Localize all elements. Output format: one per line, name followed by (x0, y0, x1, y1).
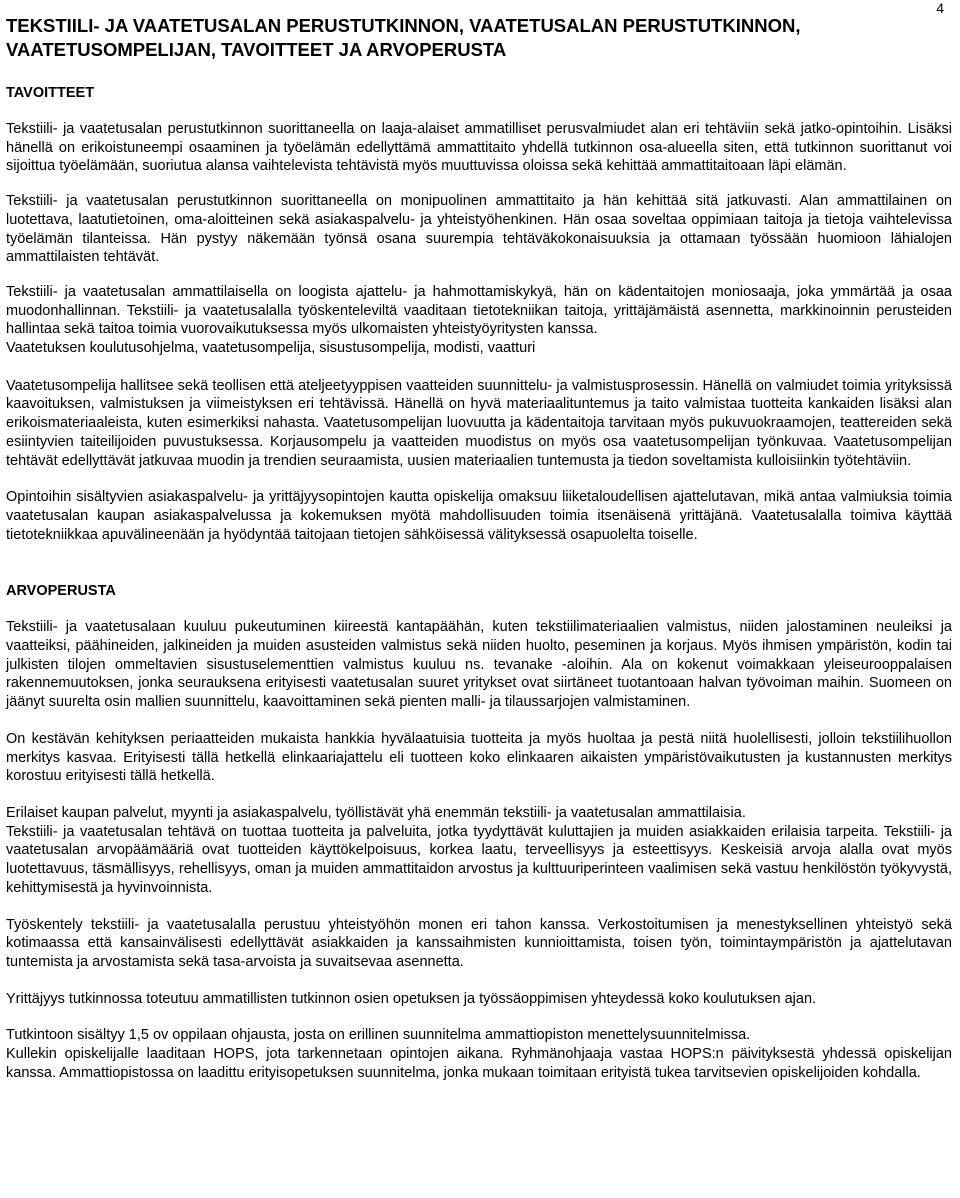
section-heading-arvoperusta: ARVOPERUSTA (6, 583, 116, 600)
paragraph: Tekstiili- ja vaatetusalaan kuuluu pukeutuminen kiireestä kantapäähän, kuten tekstiilimateriaalien valmistus, niiden jalostaminen neuleiksi ja vaatteiksi, päähineiden, jalkineiden ja muiden asusteiden valmistus sekä niiden huolto, peseminen ja korjaus. Myös ihmisen ympäristön, kodin tai julkisten tilojen ommeltavien sisustuselementtien valmistus kuuluu ns. tevanake -aloihin. Ala on kokenut voimakkaan yleiseurooppalaisen rakennemuutoksen, jonka seurauksena erityisesti vaatetusalan suuret yritykset ovat siirtäneet tuotantoaan halvan työvoiman maihin. Suomeen on jäänyt suurelta osin mallien suunnittelu, kaavoittaminen sekä pienten malli- ja tilaussarjojen valmistaminen. (6, 619, 952, 711)
paragraph: Vaatetusompelija hallitsee sekä teollisen että ateljeetyyppisen vaatteiden suunnittelu- ja valmistusprosessin. Hänellä on valmiudet toimia yrityksissä kaavoituksen, valmistuksen ja viimeistyksen eri tehtävissä. Hänellä on hyvä materiaalituntemus ja taito valmistaa tuotteita kankaiden lisäksi alan erikoismateriaaleista, kuten esimerkiksi nahasta. Vaatetusompelijan luovuutta ja kädentaitoja tarvitaan myös pukuvuokraamojen, teattereiden sekä esiintyvien taiteilijoiden puvustuksessa. Korjausompelu ja vaatteiden muodistus on myös osa vaatetusompelijan työnkuvaa. Vaatetusompelijan tehtävät edellyttävät jatkuvaa muodin ja trendien seuraamista, uusien materiaalien tuntemusta ja tiedon soveltamista kulloisiinkin työtehtäviin. (6, 377, 952, 469)
paragraph: Tekstiili- ja vaatetusalan perustutkinnon suorittaneella on monipuolinen ammattitaito ja hän kehittää sitä jatkuvasti. Alan ammattilainen on luotettava, laatutietoinen, oma-aloitteinen sekä asiakaspalvelu- ja yhteistyöhenkinen. Hän osaa soveltaa oppimiaan taitoja ja tietoja vaihtelevissa työelämän tilanteissa. Hän pystyy näkemään työnsä osana suurempia tehtäväkokonaisuuksia ja ottamaan työssään huomioon lähialojen ammattilaisten tehtävät. (6, 193, 952, 266)
paragraph: On kestävän kehityksen periaatteiden mukaista hankkia hyvälaatuisia tuotteita ja myös huoltaa ja pestä niitä huolellisesti, jolloin tekstiilihuollon merkitys kasvaa. Erityisesti tällä hetkellä elinkaariajattelu eli tuotteen koko elinkaaren aikaisten ympäristövaikutusten ja kustannusten merkitys korostuu erityisesti tällä hetkellä. (6, 730, 952, 785)
page-number: 4 (936, 0, 944, 16)
section-heading-tavoitteet: TAVOITTEET (6, 85, 95, 101)
paragraph: Työskentely tekstiili- ja vaatetusalalla perustuu yhteistyöhön monen eri tahon kanssa. Verkostoitumisen ja menestyksellinen yhteistyö sekä kotimaassa että kansainvälisesti edellyttävät asiakkaiden ja kanssaihmisten kunnioittamista, toisen työn, toimintaympäristön ja ajattelutavan tuntemista ja arvostamista sekä tasa-arvoista ja suvaitsevaa asennetta. (6, 916, 952, 970)
paragraph: Opintoihin sisältyvien asiakaspalvelu- ja yrittäjyysopintojen kautta opiskelija omaksuu liiketaloudellisen ajattelutavan, mikä antaa valmiuksia toimia vaatetusalan kaupan asiakaspalvelussa ja kokemuksen myötä mahdollisuuden toimia itsenäisenä yrittäjänä. Vaatetusalalla toimiva käyttää tietotekniikkaa apuvälineenään ja hyödyntää taitojaan tietojen sähköisessä välityksessä osapuolelta toiselle. (6, 489, 952, 543)
paragraph: Vaatetuksen koulutusohjelma, vaatetusompelija, sisustusompelija, modisti, vaatturi (6, 340, 536, 357)
document-title: TEKSTIILI- JA VAATETUSALAN PERUSTUTKINNON, VAATETUSALAN PERUSTUTKINNON, VAATETUSOMPELIJAN, TAVOITTEET JA ARVOPERUSTA (6, 15, 801, 60)
paragraph: Tekstiili- ja vaatetusalan perustutkinnon suorittaneella on laaja-alaiset ammatilliset perusvalmiudet alan eri tehtäviin sekä jatko-opintoihin. Lisäksi hänellä on erikoistuneempi osaaminen ja työelämän edellyttämä ammattitaito yhdellä tutkinnon osa-alueella siten, että tutkinnon suorittanut voi sijoittua työelämään, suoriutua alansa vaihtelevista tehtävistä myös muuttuvissa oloissa sekä kehittää ammattitaitoaan läpi elämän. (6, 121, 952, 175)
paragraph: Kullekin opiskelijalle laaditaan HOPS, jota tarkennetaan opintojen aikana. Ryhmänohjaaja vastaa HOPS:n päivityksestä yhdessä opiskelijan kanssa. Ammattiopistossa on laadittu erityisopetuksen suunnitelma, jonka mukaan toimitaan erityistä tukea tarvitsevien opiskelijoiden kohdalla. (6, 1046, 952, 1081)
paragraph: Tekstiili- ja vaatetusalan ammattilaisella on loogista ajattelu- ja hahmottamiskykyä, hän on kädentaitojen moniosaaja, joka ymmärtää ja osaa muodonhallinnan. Tekstiili- ja vaatetusalalla työskenteleviltä vaaditaan tietotekniikan taitoja, yrittäjämäistä asennetta, markkinoinnin perusteiden hallintaa sekä taitoa toimia vuorovaikutuksessa myös ulkomaisten yhteistyöyritysten kanssa. (6, 283, 952, 338)
paragraph: Tekstiili- ja vaatetusalan tehtävä on tuottaa tuotteita ja palveluita, jotka tyydyttävät kuluttajien ja muiden asiakkaiden erilaisia tarpeita. Tekstiili- ja vaatetusalan arvopäämääriä ovat tuotteiden käyttökelpoisuus, korkea laatu, terveellisyys ja esteettisyys. Keskeisiä arvoja alalla ovat myös luotettavuus, täsmällisyys, rehellisyys, oman ja muiden ammattitaidon arvostus ja kulttuuriperinteen vaalimisen sekä vastuu henkilöstön työkyvystä, kehittymisestä ja hyvinvoinnista. (6, 823, 952, 896)
document-page (6, 0, 952, 1082)
paragraph: Yrittäjyys tutkinnossa toteutuu ammatillisten tutkinnon osien opetuksen ja työssäoppimisen yhteydessä koko koulutuksen ajan. (6, 990, 817, 1007)
paragraph: Tutkintoon sisältyy 1,5 ov oppilaan ohjausta, josta on erillinen suunnitelma ammattiopiston menettelysuunnitelmissa. (6, 1027, 751, 1044)
paragraph: Erilaiset kaupan palvelut, myynti ja asiakaspalvelu, työllistävät yhä enemmän tekstiili- ja vaatetusalan ammattilaisia. (6, 804, 746, 821)
